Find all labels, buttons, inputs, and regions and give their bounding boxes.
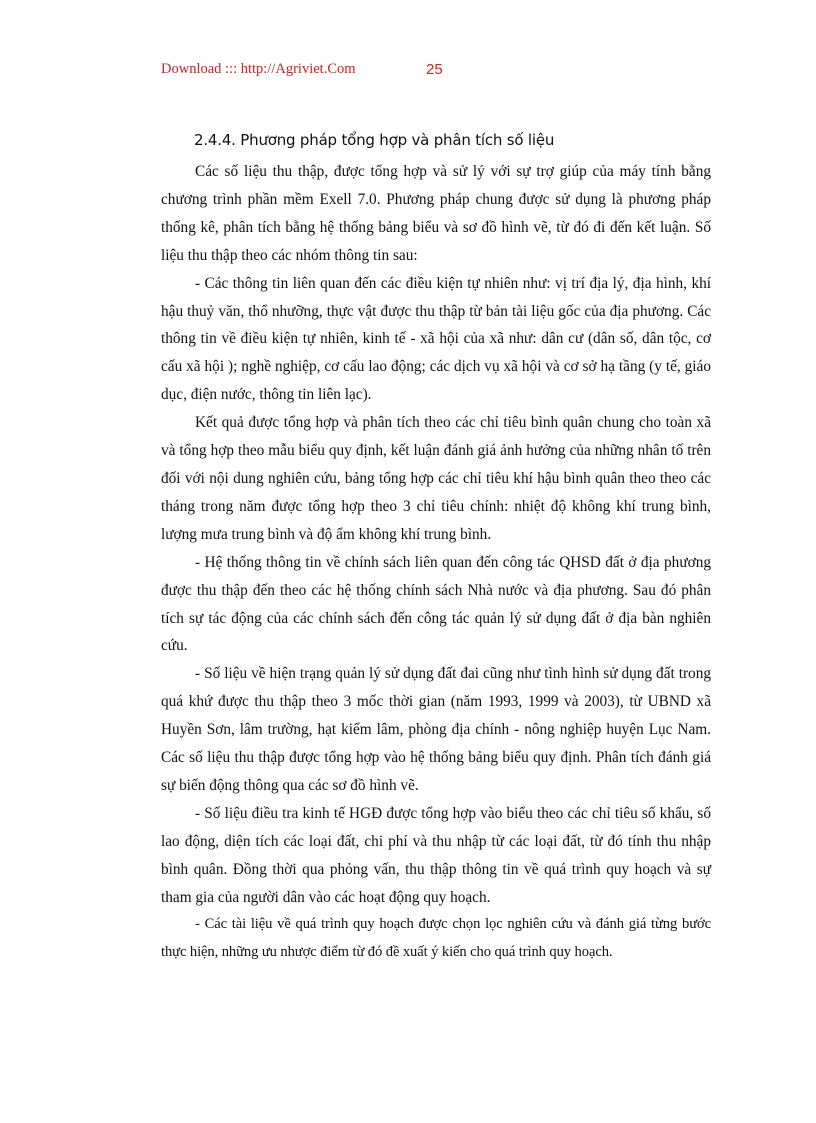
paragraph-5: - Số liệu về hiện trạng quản lý sử dụng đất đai cũng như tình hình sử dụng đất trong quá khứ được thu thập theo 3 mốc thời gian (năm 1993, 1999 và 2003), từ UBND xã Huyền Sơn, lâm trường, hạt kiểm lâm, phòng địa chính - nông nghiệp huyện Lục Nam. Các số liệu thu thập được tổng hợp vào hệ thống bảng biểu quy định. Phân tích đánh giá sự biến động thông qua các sơ đồ hình vẽ. [161,665,711,794]
paragraph-4: - Hệ thống thông tin về chính sách liên quan đến công tác QHSD đất ở địa phương được thu thập đến theo các hệ thống chính sách Nhà nước và địa phương. Sau đó phân tích sự tác động của các chính sách đến công tác quản lý sử dụng đất ở địa bàn nghiên cứu. [161,553,711,655]
download-link[interactable]: Download ::: http://Agriviet.Com [161,61,356,77]
body-text [161,158,711,967]
paragraph-3: Kết quả được tổng hợp và phân tích theo các chỉ tiêu bình quân chung cho toàn xã và tổng hợp theo mẫu biểu quy định, kết luận đánh giá ảnh hưởng của những nhân tố trên đối với nội dung nghiên cứu, bảng tổng hợp các chỉ tiêu khí hậu bình quân theo theo các tháng trong năm được tổng hợp theo 3 chỉ tiêu chính: nhiệt độ không khí trung bình, lượng mưa trung bình và độ ẩm không khí trung bình. [161,414,711,543]
page-number: 25 [426,61,443,78]
paragraph-2: - Các thông tin liên quan đến các điều kiện tự nhiên như: vị trí địa lý, địa hình, khí hậu thuỷ văn, thổ nhưỡng, thực vật được thu thập từ bản tài liệu gốc của địa phương. Các thông tin về điều kiện tự nhiên, kinh tế - xã hội của xã như: dân cư (dân số, dân tộc, cơ cấu xã hội ); nghề nghiệp, cơ cấu lao động; các dịch vụ xã hội và cơ sở hạ tầng (y tế, giáo dục, điện nước, thông tin liên lạc). [161,274,711,404]
paragraph-1: Các số liệu thu thập, được tổng hợp và sử lý với sự trợ giúp của máy tính bằng chương trình phần mềm Exell 7.0. Phương pháp chung được sử dụng là phương pháp thống kê, phân tích bằng hệ thống bảng biểu và sơ đồ hình vẽ, từ đó đi đến kết luận. Số liệu thu thập theo các nhóm thông tin sau: [161,163,711,264]
paragraph-7: - Các tài liệu về quá trình quy hoạch được chọn lọc nghiên cứu và đánh giá từng bước thực hiện, những ưu nhược điểm từ đó đề xuất ý kiến cho quá trình quy hoạch. [161,916,711,961]
paragraph-6: - Số liệu điều tra kinh tế HGĐ được tổng hợp vào biểu theo các chỉ tiêu số khẩu, số lao động, diện tích các loại đất, chi phí và thu nhập từ các loại đất, từ đó tính thu nhập bình quân. Đồng thời qua phỏng vấn, thu thập thông tin về quá trình quy hoạch và sự tham gia của người dân vào các hoạt động quy hoạch. [161,804,711,906]
section-heading: 2.4.4. Phương pháp tổng hợp và phân tích số liệu [194,131,555,149]
